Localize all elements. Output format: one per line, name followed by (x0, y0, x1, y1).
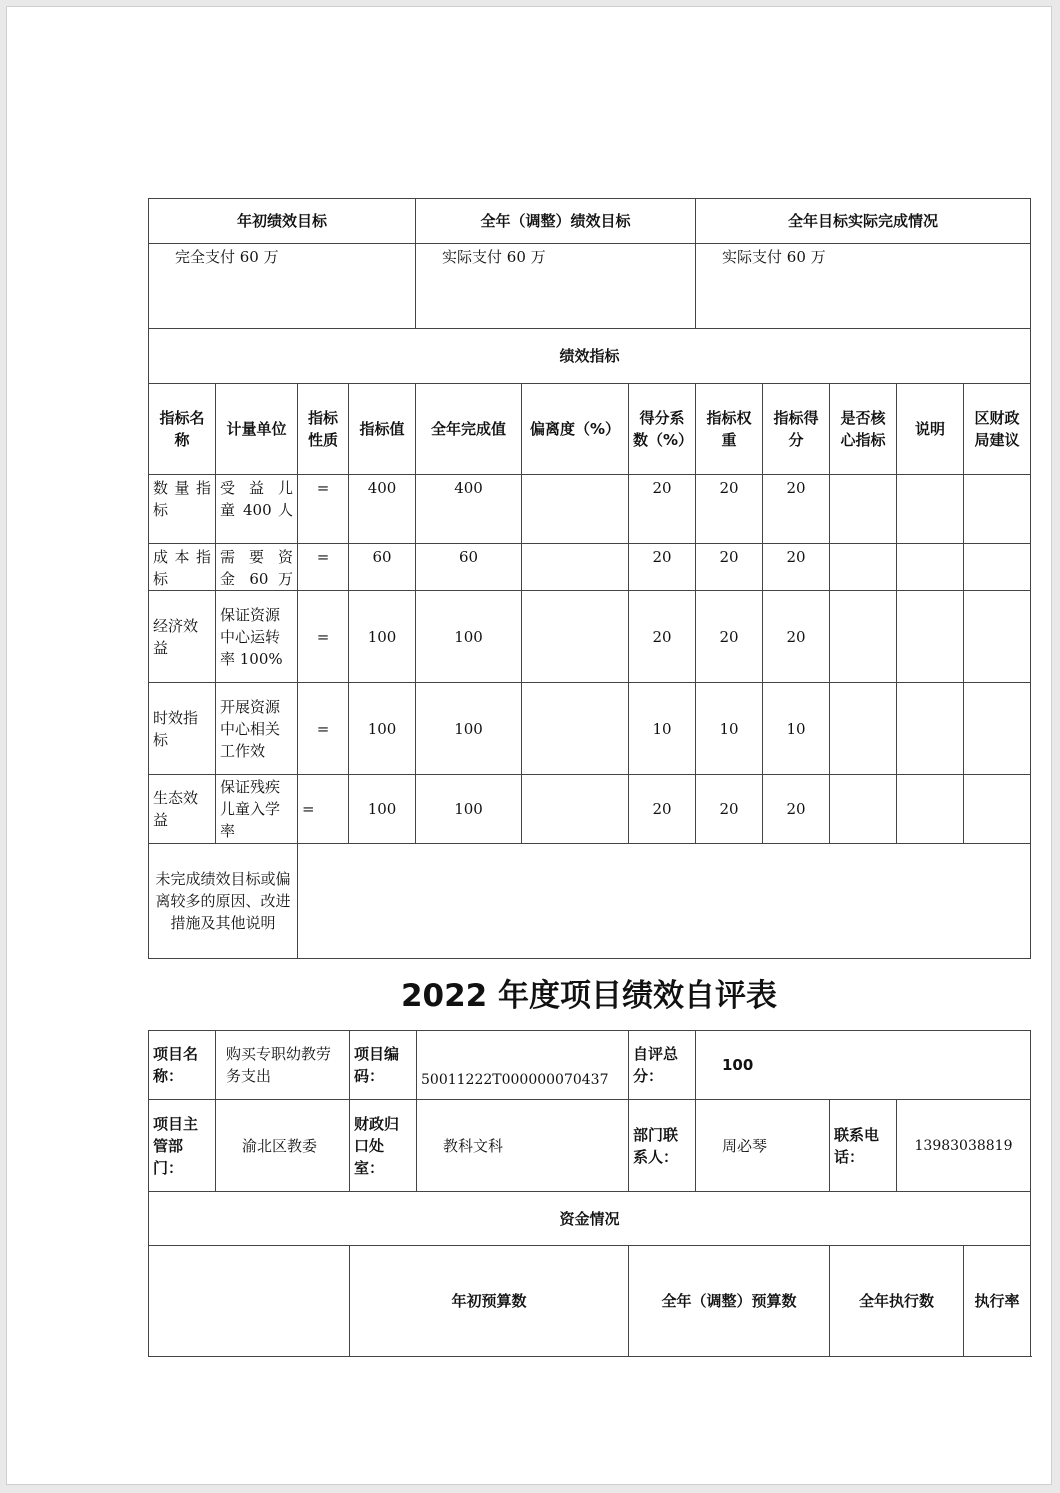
row-deviation (522, 775, 629, 844)
row-note (897, 775, 964, 844)
row-core (830, 775, 897, 844)
row-deviation (522, 544, 629, 591)
row-weight: 20 (696, 775, 763, 844)
col-note: 说明 (897, 384, 964, 475)
contact-value: 周必琴 (696, 1100, 830, 1192)
row-value: 400 (349, 475, 416, 544)
remark-value (298, 844, 1031, 959)
goal-adjusted-value: 实际支付 60 万 (416, 244, 696, 329)
funds-column-header-row (149, 1246, 1031, 1357)
contact-label: 部门联系人： (629, 1100, 696, 1192)
table-row (149, 544, 1031, 591)
performance-goals-table (148, 198, 1031, 959)
phone-value: 13983038819 (897, 1100, 1031, 1192)
row-note (897, 591, 964, 683)
funds-section-title: 资金情况 (149, 1192, 1031, 1246)
row-nature: = (298, 475, 349, 544)
row-note (897, 683, 964, 775)
row-note (897, 544, 964, 591)
goals-header-row (149, 199, 1031, 244)
row-nature: = (298, 591, 349, 683)
row-core (830, 544, 897, 591)
col-deviation: 偏离度（%） (522, 384, 629, 475)
finance-office-label: 财政归口处室： (350, 1100, 417, 1192)
row-nature: = (298, 775, 349, 844)
funds-col-adjusted-budget: 全年（调整）预算数 (629, 1246, 830, 1357)
row-score: 20 (763, 591, 830, 683)
row-note (897, 475, 964, 544)
row-name: 经济效益 (149, 591, 216, 683)
department-label: 项目主管部门： (149, 1100, 216, 1192)
col-weight: 指标权重 (696, 384, 763, 475)
row-weight: 10 (696, 683, 763, 775)
table-row (149, 775, 1031, 844)
row-coef: 20 (629, 544, 696, 591)
row-weight: 20 (696, 544, 763, 591)
row-unit: 保证资源中心运转率 100% (216, 591, 298, 683)
col-finance-suggestion: 区财政局建议 (964, 384, 1031, 475)
row-coef: 20 (629, 591, 696, 683)
row-core (830, 475, 897, 544)
goal-header-actual: 全年目标实际完成情况 (696, 199, 1031, 244)
row-core (830, 683, 897, 775)
project-info-row (149, 1031, 1031, 1100)
col-indicator-name: 指标名称 (149, 384, 216, 475)
project-name-value: 购买专职幼教劳务支出 (216, 1031, 350, 1100)
row-deviation (522, 683, 629, 775)
indicators-column-header-row (149, 384, 1031, 475)
row-value: 100 (349, 591, 416, 683)
row-score: 20 (763, 775, 830, 844)
row-weight: 20 (696, 475, 763, 544)
goals-value-row (149, 244, 1031, 329)
project-name-label: 项目名称： (149, 1031, 216, 1100)
remark-row (149, 844, 1031, 959)
row-completed: 100 (416, 683, 522, 775)
document-page (6, 6, 1052, 1485)
table-row (149, 591, 1031, 683)
row-coef: 20 (629, 475, 696, 544)
col-unit: 计量单位 (216, 384, 298, 475)
self-score-value: 100 (696, 1031, 1031, 1100)
row-unit: 保证残疾儿童入学率 (216, 775, 298, 844)
funds-col-initial-budget: 年初预算数 (350, 1246, 629, 1357)
indicators-section-title: 绩效指标 (149, 329, 1031, 384)
row-value: 100 (349, 683, 416, 775)
row-core (830, 591, 897, 683)
col-target-value: 指标值 (349, 384, 416, 475)
department-info-row (149, 1100, 1031, 1192)
col-core-indicator: 是否核心指标 (830, 384, 897, 475)
row-completed: 60 (416, 544, 522, 591)
col-completed-value: 全年完成值 (416, 384, 522, 475)
table-row (149, 475, 1031, 544)
row-name: 时效指标 (149, 683, 216, 775)
col-nature: 指标性质 (298, 384, 349, 475)
row-name: 数 量 指标 (149, 475, 216, 544)
row-suggestion (964, 683, 1031, 775)
goal-header-initial: 年初绩效目标 (149, 199, 416, 244)
row-coef: 10 (629, 683, 696, 775)
row-unit: 需 要 资 金 60 万 (216, 544, 298, 591)
page-title: 2022 年度项目绩效自评表 (400, 978, 778, 1014)
row-coef: 20 (629, 775, 696, 844)
row-weight: 20 (696, 591, 763, 683)
funds-col-execution-rate: 执行率 (964, 1246, 1031, 1357)
row-name: 生态效益 (149, 775, 216, 844)
self-score-label: 自评总分： (629, 1031, 696, 1100)
col-score-coefficient: 得分系数（%） (629, 384, 696, 475)
remark-label: 未完成绩效目标或偏离较多的原因、改进措施及其他说明 (149, 844, 298, 959)
department-value: 渝北区教委 (216, 1100, 350, 1192)
project-code-value: 50011222T000000070437 (417, 1031, 629, 1100)
row-completed: 100 (416, 775, 522, 844)
project-code-label: 项目编码： (350, 1031, 417, 1100)
goal-header-adjusted: 全年（调整）绩效目标 (416, 199, 696, 244)
row-deviation (522, 475, 629, 544)
row-score: 20 (763, 544, 830, 591)
col-score: 指标得分 (763, 384, 830, 475)
funds-col-blank (149, 1246, 350, 1357)
row-score: 20 (763, 475, 830, 544)
finance-office-value: 教科文科 (417, 1100, 629, 1192)
row-completed: 100 (416, 591, 522, 683)
row-score: 10 (763, 683, 830, 775)
row-unit: 开展资源中心相关工作效 (216, 683, 298, 775)
row-nature: = (298, 544, 349, 591)
row-nature: = (298, 683, 349, 775)
row-deviation (522, 591, 629, 683)
row-name: 成 本 指标 (149, 544, 216, 591)
funds-col-executed: 全年执行数 (830, 1246, 964, 1357)
row-value: 100 (349, 775, 416, 844)
row-suggestion (964, 475, 1031, 544)
indicators-section-row (149, 329, 1031, 384)
phone-label: 联系电话： (830, 1100, 897, 1192)
goal-initial-value: 完全支付 60 万 (149, 244, 416, 329)
funds-section-row (149, 1192, 1031, 1246)
row-completed: 400 (416, 475, 522, 544)
self-evaluation-table (148, 1030, 1031, 1357)
row-unit: 受 益 儿 童 400 人 (216, 475, 298, 544)
row-value: 60 (349, 544, 416, 591)
table-row (149, 683, 1031, 775)
row-suggestion (964, 591, 1031, 683)
row-suggestion (964, 775, 1031, 844)
row-suggestion (964, 544, 1031, 591)
goal-actual-value: 实际支付 60 万 (696, 244, 1031, 329)
